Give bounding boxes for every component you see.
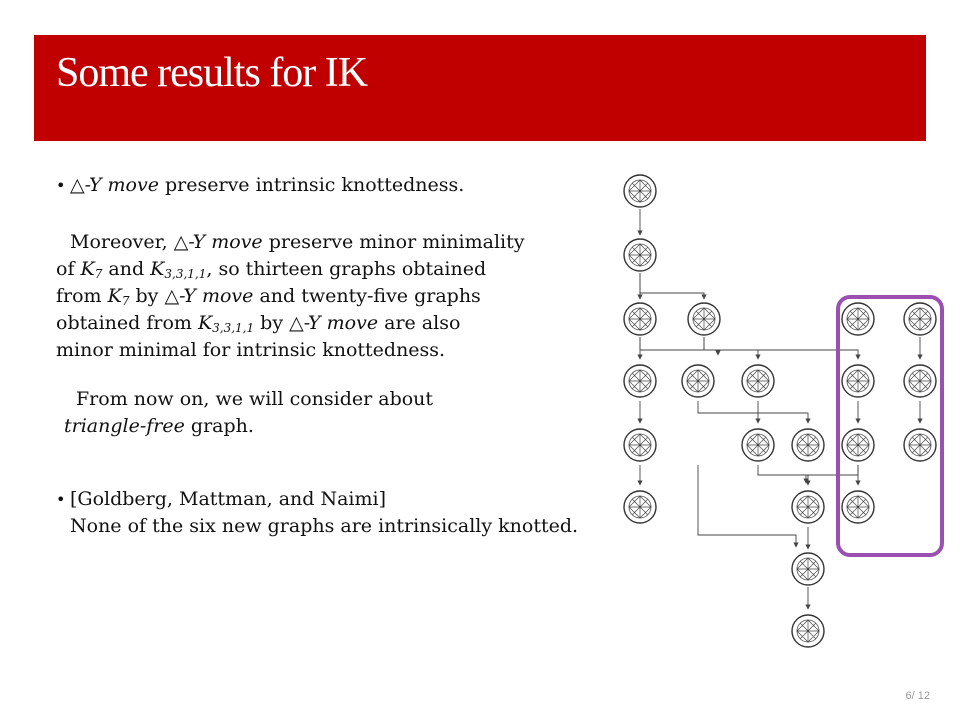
title-bar	[34, 35, 926, 141]
bullet-delta-y	[56, 172, 636, 199]
page-number: 6/ 12	[905, 690, 930, 702]
delta-y-move-term: △-Y move	[70, 174, 159, 196]
graph-family-diagram	[608, 155, 948, 675]
paragraph-triangle-free: From now on, we will consider about triangle-free graph.	[64, 388, 434, 437]
paragraph-minor-minimality: Moreover, △-Y move preserve minor minimality of $K_7$ and $K_{3,3,1,1}$, so thirteen graphs obtained from $K_7$ by △-Y move and twenty-five graphs obtained from $K_{3,3,1,1}$ by △-Y move are also minor minimal for intrinsic knottedness.	[56, 231, 525, 361]
slide-title: Some results for IK	[56, 50, 368, 96]
graph-nodes	[624, 175, 936, 647]
bullet-dot-icon: •	[56, 176, 66, 195]
bullet-dot-icon: •	[56, 490, 66, 509]
slide-body	[56, 172, 636, 540]
triangle-free-term: triangle-free	[64, 415, 185, 437]
bullet1-text: preserve intrinsic knottedness.	[158, 174, 465, 196]
bullet-citation: • [Goldberg, Mattman, and Naimi] None of the six new graphs are intrinsically knotted.	[56, 488, 579, 537]
diagram-arrows	[640, 209, 920, 607]
